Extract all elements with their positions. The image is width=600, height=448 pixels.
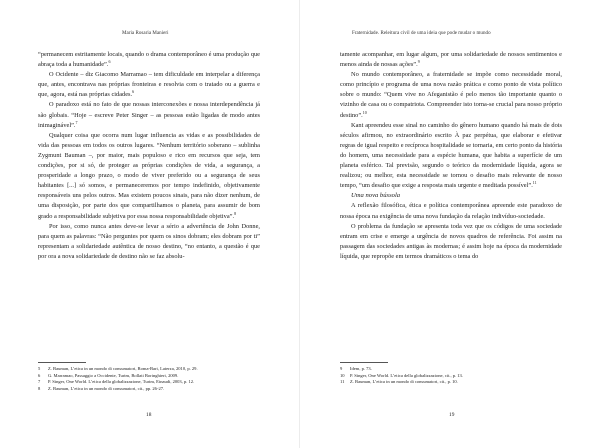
- paragraph: Qualquer coisa que ocorra num lugar influencia as vidas e as possibilidades de vida das pessoas em todos os outros lugares. “Nenhum território soberano – sublinha Zygmunt Bauman –, por maior, mais populoso e rico em recursos que seja, tem condições, por si só, de proteger as próprias condições de vida, a segurança, a prosperidade a longo prazo, o modo de viver preferido ou a segurança de seus habitantes [...] só somos, e permaneceremos por tempo indefinido, objetivamente responsáveis uns pelos outros. Mas existem poucos sinais, para não dizer nenhum, de uma disposição, por parte dos que compartilhamos o planeta, para assumir de bom grado a responsabilidade subjetiva por essa nossa responsabilidade objetiva”.$^8$: [38, 131, 260, 220]
- footnote-rule: [340, 362, 388, 363]
- paragraph: tamente acompanhar, em lugar algum, por uma solidariedade de nossos sentimentos e menos ainda de nossas ações”.$^9$: [340, 51, 562, 69]
- paragraph: O paradoxo está no fato de que nossas interconexões e nossa interdependência já são globais. “Hoje – escreve Peter Singer – as pessoas estão ligadas de modo antes inimaginável”.$^7$: [38, 101, 260, 129]
- page-number: 19: [449, 412, 455, 418]
- footnote: 7 P. Singer, One World. L’etica della globalizzazione, Turim, Einaudi, 2003, p. 12.: [38, 379, 195, 385]
- footnotes: [340, 366, 562, 386]
- footnote: 5 Z. Bauman, L’etica in un mondo di consumatori, Roma-Bari, Laterza, 2010, p. 29.: [38, 366, 198, 371]
- paragraph: Por isso, como nunca antes deve-se levar a sério a advertência de John Donne, para quem as palavras: “Não perguntes por quem os sinos dobram; eles dobram por ti” representam a solidariedade autêntica de nosso destino, “no entanto, a questão é que por ora a nova solidariedade de destino não se faz absolu-: [38, 222, 260, 260]
- paragraph: O problema da fundação se apresenta toda vez que os códigos de uma sociedade entram em crise e emerge a urgência de novos quadros de referência. Foi assim na passagem das sociedades antigas às modernas; é assim hoje na época da modernidade líquida, que repropõe em termos dramáticos o tema do: [340, 222, 562, 260]
- footnote: 8 Z. Bauman, L’etica in un mondo di consumatori, cit., pp. 26-27.: [38, 385, 165, 391]
- paragraph: O Ocidente – diz Giacomo Marramao – tem dificuldade em interpelar a diferença que, antes, encontrava nas próprias fronteiras e resolvia com o tratado ou a guerra e que, agora, está nas próprias cidades.$^6$: [38, 71, 260, 99]
- paragraph: No mundo contemporâneo, a fraternidade se impõe como necessidade moral, como princípio e programa de uma nova razão prática e como ponto de vista político sobre o mundo: “Quem vive no Afeganistão é pelo menos tão importante quanto o vizinho de casa ou o compatriota. Compreender isto torna-se crucial para nosso próprio destino”.$^{10}$: [340, 71, 562, 119]
- running-head: Fraternidade. Releitura civil de uma ideia que pode mudar o mundo: [352, 31, 491, 36]
- section-heading: Uma nova bússola: [351, 192, 401, 200]
- right-page: [300, 0, 600, 448]
- paragraph: Kant apreendeu esse sinal no caminho do gênero humano quando há mais de dois séculos afirmou, no extraordinário escrito À paz perpétua, que elaborar e efetivar regras de igual respeito e recíproca hospitalidade se tornaria, em certo ponto da história do homem, uma necessidade para a espécie humana, que habita a superfície de um planeta esférico. Tal previsão, segundo o teórico da modernidade líquida, agora se realizou; ou melhor, esta necessidade se tornou o desafio mais relevante de nosso tempo, “um desafio que exige a resposta mais urgente e meditada possível”.$^{11}$: [340, 121, 562, 190]
- footnote: 11 Z. Bauman, L’etica in un mondo di consumatori, cit., p. 10.: [340, 379, 458, 385]
- footnotes: [38, 366, 260, 392]
- footnote: 10 P. Singer, One World. L’etica della globalizzazione, cit., p. 13.: [340, 372, 463, 378]
- footnote: 9 Idem, p. 73.: [340, 366, 372, 371]
- paragraph: A reflexão filosófica, ética e política contemporânea apreende este paradoxo de nossa época na exigência de uma nova fundação da relação indivíduo-sociedade.: [340, 202, 562, 220]
- footnote: 6 G. Marramao, Passaggio a Occidente, Turim, Bollati Boringhieri, 2009.: [38, 372, 179, 378]
- paragraph: “permanecem estritamente locais, quando o drama contemporâneo é uma produção que abraça toda a humanidade”.$^6$: [38, 51, 260, 69]
- page-number: 18: [146, 412, 152, 418]
- body-text: [340, 50, 562, 262]
- body-text: [38, 50, 260, 262]
- running-head: Maria Rosaria Manieri: [122, 31, 169, 36]
- footnote-rule: [38, 362, 86, 363]
